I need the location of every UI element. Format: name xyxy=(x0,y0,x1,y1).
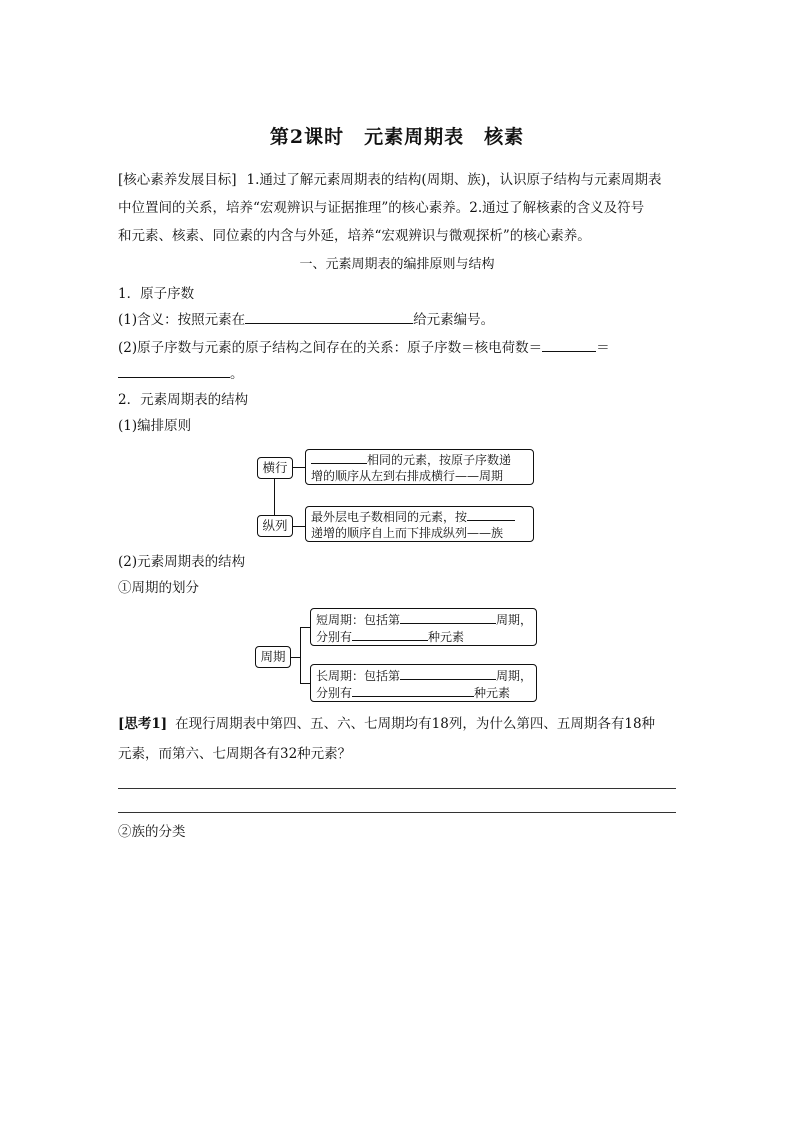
row-desc-2: 增的顺序从左到右排成横行——周期 xyxy=(311,469,504,483)
period-connector-h xyxy=(291,657,300,658)
think-line-1 xyxy=(118,712,655,737)
long-period-1b: 周期， xyxy=(496,669,533,683)
long-period-blank-1[interactable] xyxy=(400,667,496,680)
connector-vertical xyxy=(274,479,275,515)
table-structure-heading: (2)元素周期表的结构 xyxy=(118,554,246,570)
column-label: 纵列 xyxy=(262,518,288,533)
meaning-prefix: (1)含义：按照元素在 xyxy=(118,312,246,328)
goals-line-2: 中位置间的关系，培养“宏观辨识与证据推理”的核心素养。2.通过了解核素的含义及符号 xyxy=(118,200,645,216)
period-label: 周期 xyxy=(260,649,286,664)
goals-line-3: 和元素、核素、同位素的内含与外延，培养“宏观辨识与微观探析”的核心素养。 xyxy=(118,228,591,244)
section-heading: 一、元素周期表的编排原则与结构 xyxy=(299,257,495,272)
column-desc-2: 递增的顺序自上而下排成纵列——族 xyxy=(311,526,504,540)
period-label-box xyxy=(255,646,291,668)
long-period-1a: 长周期：包括第 xyxy=(316,669,401,683)
short-period-1a: 短周期：包括第 xyxy=(316,613,401,627)
short-period-2a: 分别有 xyxy=(316,630,353,644)
row-desc-blank[interactable] xyxy=(311,451,367,464)
row-desc-1: 相同的元素，按原子序数递 xyxy=(367,453,512,467)
period-heading: ①周期的划分 xyxy=(118,580,199,596)
relation-end: 。 xyxy=(230,366,244,382)
goals-line-1 xyxy=(118,168,661,193)
period-connector-long xyxy=(300,683,310,684)
short-period-blank-2[interactable] xyxy=(352,628,428,641)
structure-heading: 2．元素周期表的结构 xyxy=(118,392,249,408)
short-period-1b: 周期， xyxy=(496,613,533,627)
group-heading: ②族的分类 xyxy=(118,824,186,840)
principle-heading: (1)编排原则 xyxy=(118,418,192,434)
answer-line-1[interactable] xyxy=(118,788,676,789)
period-connector-v xyxy=(300,627,301,683)
connector-column xyxy=(293,526,305,527)
long-period-2b: 种元素 xyxy=(474,686,511,700)
meaning-line xyxy=(118,308,494,333)
answer-line-2[interactable] xyxy=(118,812,676,813)
short-period-blank-1[interactable] xyxy=(400,611,496,624)
meaning-suffix: 给元素编号。 xyxy=(413,312,495,328)
relation-line-2 xyxy=(118,362,244,387)
column-desc-box xyxy=(305,506,534,542)
think-line-2: 元素，而第六、七周期各有32种元素？ xyxy=(118,746,352,762)
column-desc-1: 最外层电子数相同的元素，按 xyxy=(311,510,468,524)
row-label: 横行 xyxy=(262,460,288,475)
short-period-box xyxy=(310,608,537,646)
relation-blank-1[interactable] xyxy=(542,337,596,352)
think-label: [思考1] xyxy=(118,716,168,732)
period-connector-short xyxy=(300,627,310,628)
relation-line xyxy=(118,336,610,361)
atomic-number-heading: 1．原子序数 xyxy=(118,286,195,302)
relation-eq: ＝ xyxy=(596,340,610,356)
relation-blank-2[interactable] xyxy=(118,363,230,378)
relation-prefix: (2)原子序数与元素的原子结构之间存在的关系：原子序数＝核电荷数＝ xyxy=(118,340,543,356)
column-label-box xyxy=(257,515,293,537)
think-text-1: 在现行周期表中第四、五、六、七周期均有18列，为什么第四、五周期各有18种 xyxy=(175,716,656,732)
goals-text-1: 1.通过了解元素周期表的结构(周期、族)，认识原子结构与元素周期表 xyxy=(246,172,662,188)
connector-row xyxy=(293,467,305,468)
row-desc-box xyxy=(305,449,534,485)
goals-label: [核心素养发展目标] xyxy=(118,172,237,188)
page-title: 第2课时 元素周期表 核素 xyxy=(269,126,525,148)
long-period-blank-2[interactable] xyxy=(352,684,474,697)
meaning-blank[interactable] xyxy=(245,309,413,324)
short-period-2b: 种元素 xyxy=(428,630,465,644)
column-desc-blank[interactable] xyxy=(467,508,515,521)
long-period-box xyxy=(310,664,537,702)
long-period-2a: 分别有 xyxy=(316,686,353,700)
row-label-box xyxy=(257,457,293,479)
